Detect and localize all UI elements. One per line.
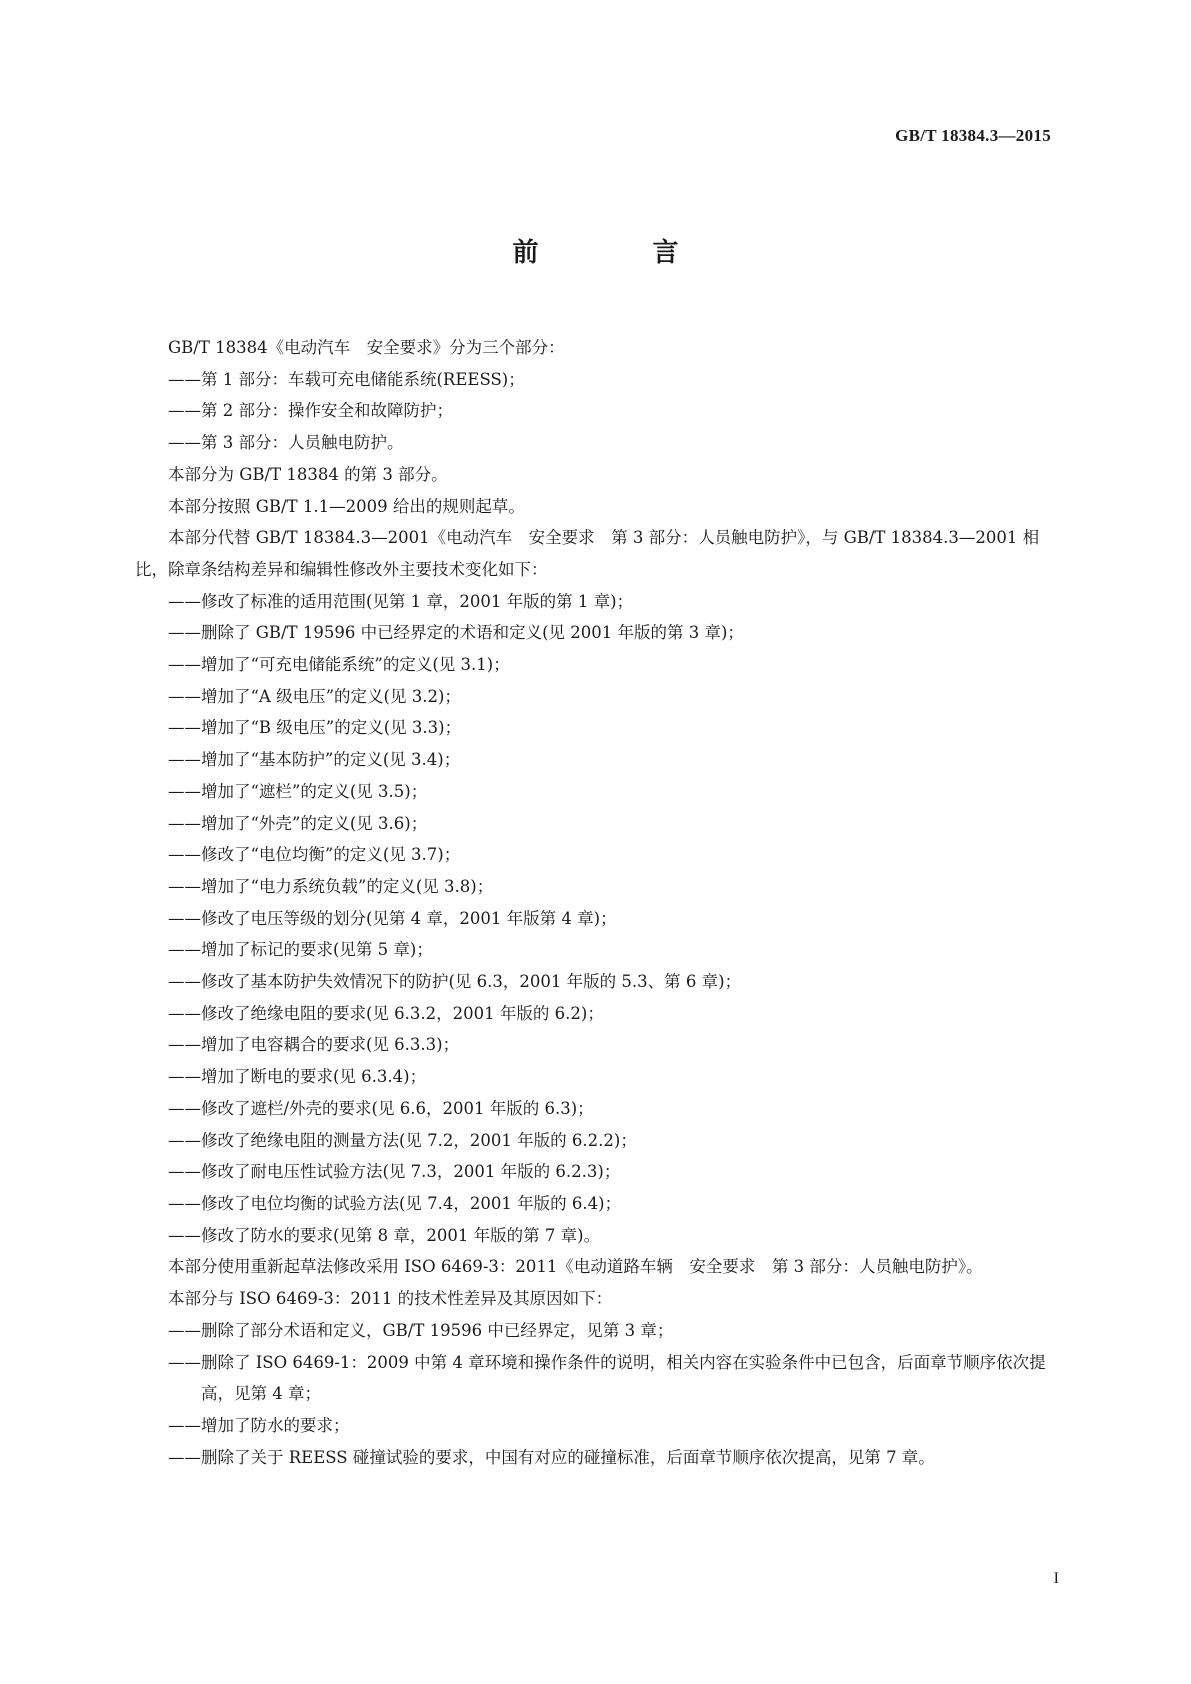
page-number: I bbox=[1053, 1570, 1059, 1587]
list-item: ——增加了标记的要求(见第 5 章)； bbox=[168, 940, 433, 960]
list-item: ——修改了耐电压性试验方法(见 7.3，2001 年版的 6.2.3)； bbox=[168, 1162, 621, 1182]
list-item: ——增加了断电的要求(见 6.3.4)； bbox=[168, 1067, 427, 1087]
standard-number: GB/T 18384.3—2015 bbox=[895, 126, 1051, 145]
list-item: ——修改了电位均衡的试验方法(见 7.4，2001 年版的 6.4)； bbox=[168, 1193, 622, 1213]
paragraph: 本部分按照 GB/T 1.1—2009 给出的规则起草。 bbox=[168, 496, 525, 516]
list-item: ——第 2 部分：操作安全和故障防护； bbox=[168, 401, 453, 421]
paragraph: 本部分与 ISO 6469-3：2011 的技术性差异及其原因如下： bbox=[168, 1289, 613, 1309]
list-item: ——修改了标准的适用范围(见第 1 章，2001 年版的第 1 章)； bbox=[168, 591, 634, 611]
list-item: ——修改了电压等级的划分(见第 4 章，2001 年版第 4 章)； bbox=[168, 908, 617, 928]
list-item: ——增加了“电力系统负载”的定义(见 3.8)； bbox=[168, 876, 494, 896]
list-item: ——增加了防水的要求； bbox=[168, 1415, 350, 1435]
paragraph: GB/T 18384《电动汽车 安全要求》分为三个部分： bbox=[168, 338, 565, 357]
list-item: ——修改了遮栏/外壳的要求(见 6.6，2001 年版的 6.3)； bbox=[168, 1098, 594, 1118]
list-item: ——修改了“电位均衡”的定义(见 3.7)； bbox=[168, 845, 461, 865]
list-item: ——修改了防水的要求(见第 8 章，2001 年版的第 7 章)。 bbox=[168, 1225, 601, 1245]
list-item: ——修改了绝缘电阻的要求(见 6.3.2，2001 年版的 6.2)； bbox=[168, 1003, 604, 1023]
foreword-body bbox=[135, 332, 1060, 1473]
list-item: ——增加了“A 级电压”的定义(见 3.2)； bbox=[168, 686, 461, 706]
page-title: 前 言 bbox=[512, 238, 723, 268]
list-item: ——增加了“基本防护”的定义(见 3.4)； bbox=[168, 750, 461, 770]
list-item: ——增加了电容耦合的要求(见 6.3.3)； bbox=[168, 1035, 460, 1055]
paragraph: 本部分代替 GB/T 18384.3—2001《电动汽车 安全要求 第 3 部分：人员触电防护》，与 GB/T 18384.3—2001 相比，除章条结构差异和编辑性修改外主要技术变化如下： bbox=[135, 528, 1040, 579]
list-item: ——第 3 部分：人员触电防护。 bbox=[168, 433, 404, 453]
paragraph: 本部分使用重新起草法修改采用 ISO 6469-3：2011《电动道路车辆 安全要求 第 3 部分：人员触电防护》。 bbox=[168, 1257, 983, 1277]
paragraph: 本部分为 GB/T 18384 的第 3 部分。 bbox=[168, 464, 448, 484]
list-item: ——删除了关于 REESS 碰撞试验的要求，中国有对应的碰撞标准，后面章节顺序依次提高，见第 7 章。 bbox=[168, 1447, 935, 1467]
list-item: ——增加了“遮栏”的定义(见 3.5)； bbox=[168, 781, 428, 801]
list-item: ——第 1 部分：车载可充电储能系统(REESS)； bbox=[168, 369, 525, 389]
list-item: ——删除了部分术语和定义，GB/T 19596 中已经界定，见第 3 章； bbox=[168, 1320, 674, 1340]
list-item: ——删除了 ISO 6469-1：2009 中第 4 章环境和操作条件的说明，相关内容在实验条件中已包含，后面章节顺序依次提高，见第 4 章； bbox=[168, 1352, 1046, 1404]
list-item: ——增加了“B 级电压”的定义(见 3.3)； bbox=[168, 718, 462, 738]
list-item: ——增加了“可充电储能系统”的定义(见 3.1)； bbox=[168, 655, 510, 675]
list-item: ——修改了基本防护失效情况下的防护(见 6.3，2001 年版的 5.3、第 6 章)； bbox=[168, 972, 742, 992]
list-item: ——删除了 GB/T 19596 中已经界定的术语和定义(见 2001 年版的第 3 章)； bbox=[168, 623, 744, 643]
list-item: ——修改了绝缘电阻的测量方法(见 7.2，2001 年版的 6.2.2)； bbox=[168, 1130, 637, 1150]
list-item: ——增加了“外壳”的定义(见 3.6)； bbox=[168, 813, 428, 833]
